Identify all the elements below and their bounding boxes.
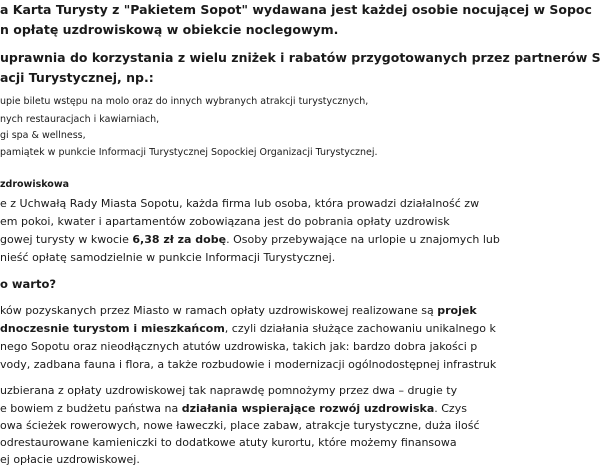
fee-line-3-pre: gowej turysty w kwocie	[0, 233, 133, 246]
benefits-line-1: uprawnia do korzystania z wielu zniżek i rabatów przygotowanych przez partnerów S	[0, 50, 601, 65]
why-p2-line-4: odrestaurowane kamieniczki to dodatkowe atuty kurortu, które możemy finansowa	[0, 436, 457, 449]
fee-amount: 6,38 zł za dobę	[132, 233, 227, 246]
fee-line-1: e z Uchwałą Rady Miasta Sopotu, każda firma lub osoba, która prowadzi działalność zw	[0, 197, 480, 210]
why-p2-line-2-pre: e bowiem z budżetu państwa na	[0, 402, 182, 415]
fee-line-2: em pokoi, kwater i apartamentów zobowiązana jest do pobrania opłaty uzdrowisk	[0, 215, 450, 228]
why-p2-line-1: uzbierana z opłaty uzdrowiskowej tak naprawdę pomnożymy przez dwa – drugie ty	[0, 384, 458, 397]
why-p1-line-1-bold: projek	[437, 304, 477, 317]
intro-line-2: n opłatę uzdrowiskową w obiekcie noclegowym.	[0, 22, 339, 37]
why-p1-line-1	[0, 304, 477, 317]
why-p1-line-1-pre: ków pozyskanych przez Miasto w ramach opłaty uzdrowiskowej realizowane są	[0, 304, 438, 317]
why-p2-line-3: owa ścieżek rowerowych, nowe ławeczki, place zabaw, atrakcje turystyczne, duża ilość	[0, 419, 480, 432]
why-p1-line-4: vody, zadbana fauna i flora, a także rozbudowie i modernizacji ogólnodostępnej infrastruk	[0, 358, 497, 371]
why-p2-line-5: ej opłacie uzdrowiskowej.	[0, 453, 140, 466]
why-p1-line-3: nego Sopotu oraz nieodłącznych atutów uzdrowiska, takich jak: bardzo dobra jakości p	[0, 340, 478, 353]
why-p2-line-2	[0, 402, 467, 415]
fee-line-3-post: . Osoby przebywające na urlopie u znajomych lub	[226, 233, 500, 246]
why-p1-line-2-post: , czyli działania służące zachowaniu unikalnego k	[224, 322, 496, 335]
why-p2-line-2-bold: działania wspierające rozwój uzdrowiska	[181, 402, 435, 415]
intro-line-1: a Karta Turysty z "Pakietem Sopot" wydawana jest każdej osobie nocującej w Sopoc	[0, 2, 592, 17]
benefits-line-2: acji Turystycznej, np.:	[0, 70, 154, 85]
list-item: upie biletu wstępu na molo oraz do innych wybranych atrakcji turystycznych,	[0, 96, 369, 107]
why-p2-line-2-post: . Czys	[434, 402, 467, 415]
why-p1-line-2	[0, 322, 496, 335]
fee-line-4: nieść opłatę samodzielnie w punkcie Informacji Turystycznej.	[0, 251, 336, 264]
why-p1-line-2-bold: dnoczesnie turystom i mieszkańcom	[0, 322, 225, 335]
list-item: gi spa & wellness,	[0, 130, 86, 141]
list-item: pamiątek w punkcie Informacji Turystycznej Sopockiej Organizacji Turystycznej.	[0, 147, 378, 158]
fee-heading: zdrowiskowa	[0, 179, 70, 190]
why-heading: o warto?	[0, 277, 57, 291]
fee-line-3	[0, 233, 500, 246]
list-item: nych restauracjach i kawiarniach,	[0, 114, 160, 125]
